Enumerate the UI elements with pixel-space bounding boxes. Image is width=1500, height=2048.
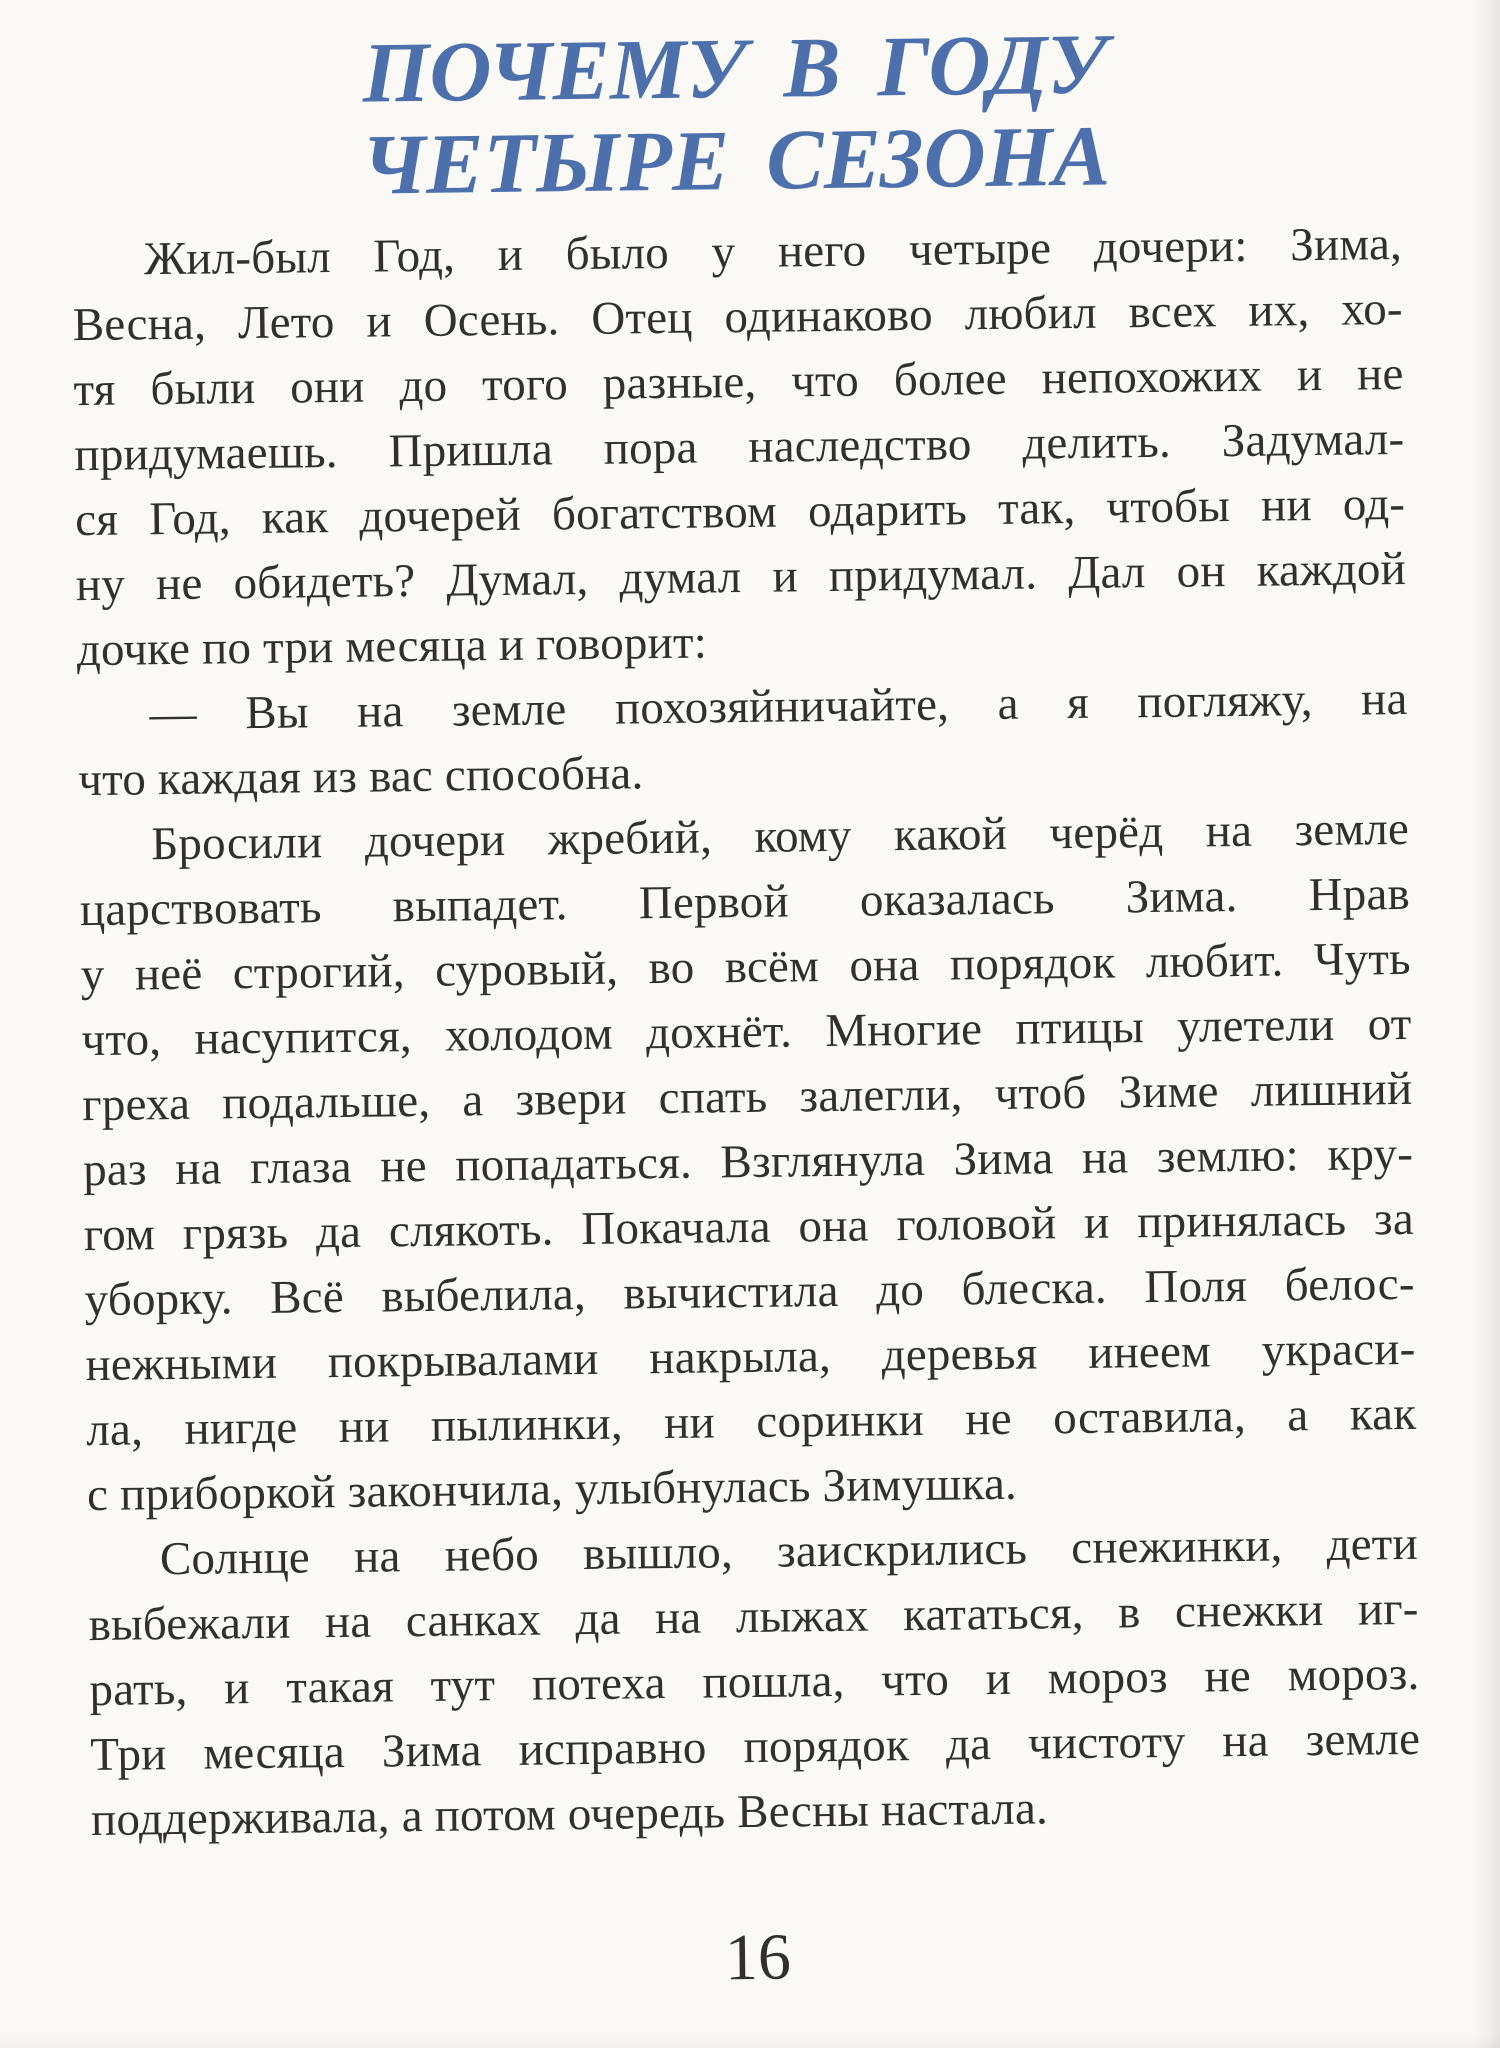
page-title: [69, 14, 1401, 214]
text-line: что каждая из вас способна.: [78, 747, 644, 807]
paragraph: [77, 667, 1408, 813]
text-line: греха подальше, а звери спать залегли, чтоб Зиме лишний: [82, 1062, 1413, 1132]
page-content: [69, 14, 1423, 2001]
text-line: рать, и такая тут потеха пошла, что и мороз не мороз.: [89, 1647, 1420, 1717]
text-line: ла, нигде ни пылинки, ни соринки не оставила, а как: [85, 1387, 1417, 1457]
text-line: уборку. Всё выбелила, вычистила до блеска. Поля белос-: [84, 1257, 1415, 1327]
text-line: Жил-был Год, и было у него четыре дочери: Зима,: [143, 217, 1403, 286]
text-line: Три месяца Зима исправно порядок да чистоту на земле: [89, 1712, 1421, 1782]
text-line: раз на глаза не попадаться. Взглянула Зима на землю: кру-: [82, 1127, 1414, 1197]
text-line: царствовать выпадет. Первой оказалась Зима. Нрав: [79, 867, 1411, 937]
scan-edge-bottom: [0, 2034, 1500, 2048]
text-line: Солнце на небо вышло, заискрились снежинки, дети: [159, 1517, 1419, 1586]
text-line: дочке по три месяца и говорит:: [76, 616, 708, 677]
text-line: что, насупится, холодом дохнёт. Многие птицы улетели от: [81, 997, 1412, 1067]
text-line: поддерживала, а потом очередь Весны настала.: [90, 1782, 1049, 1847]
text-line: нежными покрывалами накрыла, деревья инеем украси-: [85, 1322, 1416, 1392]
title-line-2: ЧЕТЫРЕ СЕЗОНА: [361, 107, 1111, 213]
text-line: ну не обидеть? Думал, думал и придумал. Дал он каждой: [75, 542, 1407, 612]
text-line: с приборкой закончила, улыбнулась Зимушка.: [86, 1457, 1018, 1522]
title-line-1: ПОЧЕМУ В ГОДУ: [361, 15, 1108, 121]
paragraph: [72, 212, 1407, 683]
text-line: Бросили дочери жребий, кому какой черёд на земле: [150, 802, 1410, 871]
text-line: гом грязь да слякоть. Покачала она головой и принялась за: [83, 1192, 1415, 1262]
text-line: у неё строгий, суровый, во всём она порядок любит. Чуть: [80, 932, 1411, 1002]
text-line: тя были они до того разные, что более непохожих и не: [73, 347, 1404, 417]
text-line: ся Год, как дочерей богатством одарить так, чтобы ни од-: [74, 477, 1406, 547]
paragraph: [88, 1512, 1422, 1853]
paragraph: [79, 797, 1418, 1528]
text-line: придумаешь. Пришла пора наследство делить. Задумал-: [74, 412, 1405, 482]
page-number: 16: [724, 1920, 792, 1995]
text-line: выбежали на санках да на лыжах кататься, в снежки иг-: [88, 1582, 1419, 1652]
text-line: Весна, Лето и Осень. Отец одинаково любил всех их, хо-: [72, 282, 1404, 352]
story-text: [72, 212, 1422, 1853]
scan-edge-right: [1474, 0, 1500, 2048]
text-line: — Вы на земле похозяйничайте, а я погляжу, на: [149, 672, 1408, 741]
